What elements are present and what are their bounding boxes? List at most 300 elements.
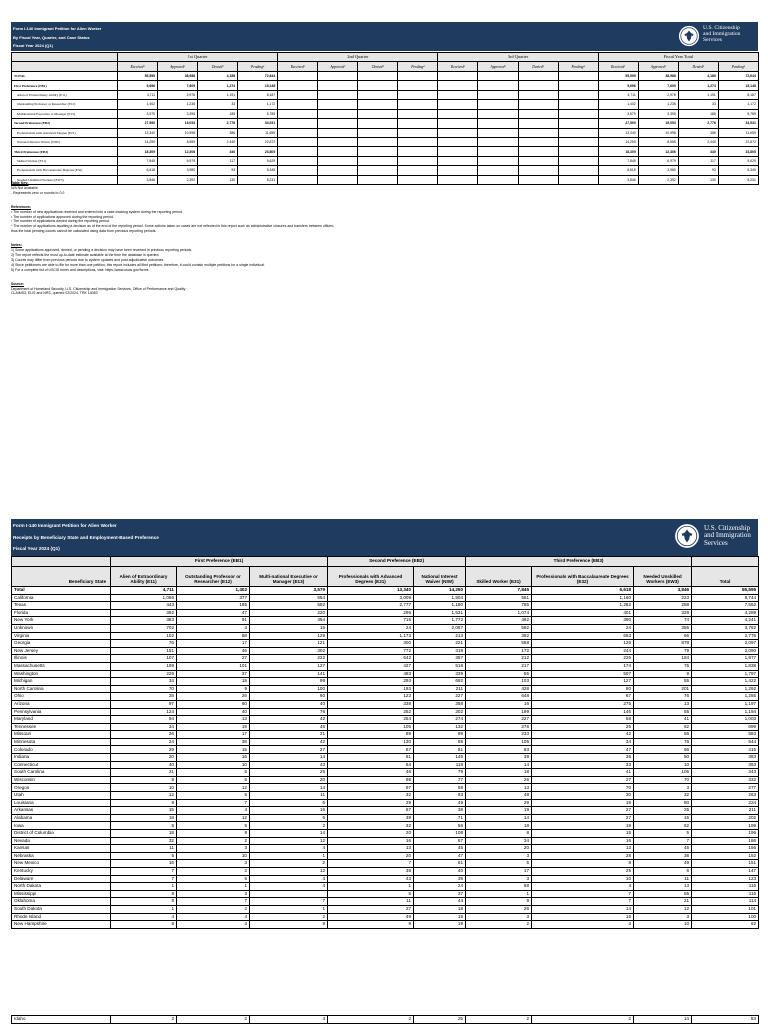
column-header: Professionals with Baccalaureate Degrees (E32)	[532, 567, 634, 587]
receipt-count: 220	[250, 609, 328, 617]
receipt-count: 49	[634, 860, 692, 868]
receipt-count: 34	[466, 837, 532, 845]
receipt-count: 37	[177, 670, 250, 678]
receipt-count: 41	[532, 769, 634, 777]
receipt-count: 29	[328, 799, 414, 807]
empty-cell	[358, 109, 398, 118]
receipt-count: 1	[111, 883, 177, 891]
receipt-count: 5	[177, 776, 250, 784]
receipt-count: 17	[177, 731, 250, 739]
fy-value: 2,440	[678, 137, 718, 146]
receipt-count: 544	[692, 738, 759, 746]
receipt-count: 47	[177, 609, 250, 617]
q1-value: 7,845	[118, 156, 158, 165]
receipt-count: 62	[692, 921, 759, 929]
receipt-count: 34	[111, 723, 177, 731]
receipt-count: 100	[692, 913, 759, 921]
receipt-count: 19	[532, 822, 634, 830]
status-row	[12, 81, 759, 90]
q1-value: 2,776	[198, 119, 238, 128]
receipt-count: 16	[466, 700, 532, 708]
state-name: Michigan	[12, 678, 111, 686]
state-name: Arkansas	[12, 807, 111, 815]
receipt-count: 60	[250, 693, 328, 701]
receipt-count: 648	[466, 693, 532, 701]
receipt-count: 12	[111, 792, 177, 800]
header-line: Fiscal Year 2024 (Q1)	[13, 546, 60, 551]
receipt-count: 26	[466, 905, 532, 913]
receipt-count: 151	[111, 647, 177, 655]
receipt-count: 42	[250, 716, 328, 724]
empty-cell	[278, 128, 318, 137]
receipt-count: 2	[177, 905, 250, 913]
q1-value: 6,979	[158, 156, 198, 165]
empty-cell	[478, 109, 518, 118]
receipt-count: 141	[250, 670, 328, 678]
receipt-count: 66	[634, 632, 692, 640]
agency-line: and Immigration	[703, 30, 741, 37]
receipt-count: 67	[532, 693, 634, 701]
receipt-count: 8	[111, 898, 177, 906]
receipt-count: 34	[532, 738, 634, 746]
receipt-count: 58	[414, 784, 466, 792]
fy-value: 55,595	[598, 71, 638, 80]
empty-cell	[398, 147, 438, 156]
receipt-count: 355	[634, 624, 692, 632]
note-line: 5) For a complete list of USCIS forms and descriptions, visit: https://www.uscis.gov/forms	[11, 267, 149, 272]
receipt-count: 699	[692, 723, 759, 731]
empty-cell	[558, 156, 598, 165]
receipt-count: 93	[414, 792, 466, 800]
dhs-seal-icon	[678, 25, 700, 47]
receipt-count: 13	[634, 883, 692, 891]
quarter-header-row	[12, 53, 759, 62]
receipt-count: 28	[111, 693, 177, 701]
receipt-count: 401	[532, 609, 634, 617]
receipt-count: 1	[250, 852, 328, 860]
state-name: New Hampshire	[12, 921, 111, 929]
receipt-count: 151	[692, 860, 759, 868]
status-header: Denied³	[518, 62, 558, 71]
fy-value: 7,609	[638, 81, 678, 90]
empty-cell	[358, 137, 398, 146]
receipt-count: 43	[328, 875, 414, 883]
q1-value: 38,988	[158, 71, 198, 80]
header-line: Receipts by Beneficiary State and Employment-Based Preference	[13, 534, 159, 540]
receipt-count: 1,160	[532, 594, 634, 602]
q1-value: 7,609	[158, 81, 198, 90]
state-name: New Jersey	[12, 647, 111, 655]
status-header: Approved²	[158, 62, 198, 71]
empty-cell	[358, 100, 398, 109]
state-name: California	[12, 594, 111, 602]
state-row	[12, 685, 759, 693]
receipt-count: 27	[532, 807, 634, 815]
receipt-count: 14,250	[414, 587, 466, 595]
fy-value: 2,978	[638, 90, 678, 99]
empty-cell	[358, 166, 398, 175]
q1-value: 8,187	[238, 90, 278, 99]
receipt-count: 40	[177, 708, 250, 716]
receipt-count: 123	[692, 875, 759, 883]
status-header: Approved²	[318, 62, 358, 71]
state-name: Kentucky	[12, 867, 111, 875]
receipt-count: 7,845	[466, 587, 532, 595]
uscis-logo	[674, 523, 752, 553]
state-name: Maryland	[12, 716, 111, 724]
q1-value: 23,805	[238, 147, 278, 156]
empty-cell	[558, 119, 598, 128]
receipt-count: 7	[177, 898, 250, 906]
quarterly-status-table	[11, 52, 759, 185]
receipt-count: 1,190	[414, 602, 466, 610]
empty-cell	[278, 71, 318, 80]
status-header: Denied³	[198, 62, 238, 71]
status-row	[12, 128, 759, 137]
status-header: Approved²	[478, 62, 518, 71]
state-row	[12, 655, 759, 663]
receipt-count: 9	[328, 921, 414, 929]
empty-cell	[518, 81, 558, 90]
receipt-count: 13	[634, 700, 692, 708]
fy-value: 8,187	[718, 90, 758, 99]
receipt-count: 201	[634, 685, 692, 693]
receipt-count: 25	[250, 769, 328, 777]
receipt-count: 45	[250, 723, 328, 731]
empty-cell	[358, 71, 398, 80]
status-row	[12, 147, 759, 156]
receipt-count: 10	[532, 875, 634, 883]
q1-value: 15,148	[238, 81, 278, 90]
receipt-count: 71	[414, 814, 466, 822]
receipt-count: 26	[532, 723, 634, 731]
receipt-count: 6	[634, 867, 692, 875]
state-row	[12, 754, 759, 762]
receipt-count: 49	[414, 799, 466, 807]
state-name: Delaware	[12, 875, 111, 883]
receipt-count: 4	[250, 1016, 328, 1024]
receipt-count: 80	[532, 685, 634, 693]
receipt-count: 354	[250, 617, 328, 625]
header-line: Form I-140 Immigrant Petition for Alien Worker	[13, 26, 102, 31]
state-name: South Dakota	[12, 905, 111, 913]
receipt-count: 119	[414, 761, 466, 769]
empty-cell	[478, 90, 518, 99]
receipt-count: 275	[532, 700, 634, 708]
receipt-count: 653	[532, 632, 634, 640]
receipt-count: 27	[328, 905, 414, 913]
receipt-count: 21	[111, 769, 177, 777]
q1-value: 8,555	[158, 137, 198, 146]
receipt-count: 2	[111, 1016, 177, 1024]
receipt-count: 277	[692, 784, 759, 792]
column-header: Multi-national Executive or Manager (E13)	[250, 567, 328, 587]
fy-value: 27,590	[598, 119, 638, 128]
receipt-count: 16	[532, 837, 634, 845]
empty-cell	[278, 156, 318, 165]
empty-cell	[518, 71, 558, 80]
empty-cell	[438, 109, 478, 118]
fy-value: 10,998	[638, 128, 678, 137]
fy-value: 6,618	[598, 166, 638, 175]
receipt-count: 18	[466, 822, 532, 830]
empty-cell	[398, 119, 438, 128]
receipt-count: 130	[328, 738, 414, 746]
state-row	[12, 731, 759, 739]
receipt-count: 24	[328, 624, 414, 632]
status-row	[12, 100, 759, 109]
receipt-count: 99	[250, 678, 328, 686]
receipt-count: 55	[634, 678, 692, 686]
receipt-count: 99	[414, 731, 466, 739]
state-row	[12, 632, 759, 640]
state-name: Pennsylvania	[12, 708, 111, 716]
empty-cell	[478, 100, 518, 109]
receipt-count: 1,074	[466, 609, 532, 617]
receipt-count: 76	[250, 708, 328, 716]
receipt-count: 20	[250, 776, 328, 784]
empty-cell	[558, 147, 598, 156]
receipt-count: 55	[466, 670, 532, 678]
fy-value: 11,659	[718, 128, 758, 137]
receipt-count: 3	[466, 875, 532, 883]
receipt-count: 102	[111, 632, 177, 640]
state-name: Florida	[12, 609, 111, 617]
receipt-count: 39	[328, 814, 414, 822]
receipt-count: 8	[111, 921, 177, 929]
empty-cell	[558, 100, 598, 109]
receipt-count: 6,618	[532, 587, 634, 595]
receipt-count: 642	[328, 655, 414, 663]
empty-cell	[358, 90, 398, 99]
receipt-count: 62	[634, 723, 692, 731]
receipt-count: 13	[532, 845, 634, 853]
receipt-count: 14	[466, 814, 532, 822]
state-row	[12, 738, 759, 746]
status-row	[12, 156, 759, 165]
receipt-count: 3	[177, 921, 250, 929]
q1-value: 2,392	[158, 175, 198, 184]
state-row	[12, 822, 759, 830]
state-name: Idaho	[12, 1016, 111, 1024]
receipt-count: 692	[414, 678, 466, 686]
receipt-count: 15	[250, 624, 328, 632]
fy-value: 1,236	[638, 100, 678, 109]
receipt-count: 12	[250, 837, 328, 845]
receipt-count: 1	[177, 883, 250, 891]
receipt-count: 116	[692, 883, 759, 891]
state-name: Ohio	[12, 693, 111, 701]
receipt-count: 19	[414, 921, 466, 929]
q1-value: 14,250	[118, 137, 158, 146]
receipt-count: 147	[692, 867, 759, 875]
state-name: Minnesota	[12, 738, 111, 746]
state-name: Illinois	[12, 655, 111, 663]
receipt-count: 16	[532, 799, 634, 807]
empty-cell	[398, 81, 438, 90]
fy-value: 386	[678, 128, 718, 137]
empty-cell	[518, 147, 558, 156]
receipt-count: 276	[466, 723, 532, 731]
fy-value: 4,189	[678, 71, 718, 80]
receipt-count: 4	[177, 913, 250, 921]
receipt-count: 42	[532, 731, 634, 739]
receipt-count: 428	[466, 685, 532, 693]
receipt-count: 4	[177, 807, 250, 815]
state-row	[12, 860, 759, 868]
q1-value: 13,340	[118, 128, 158, 137]
fy-value: 22,872	[718, 137, 758, 146]
state-row	[12, 776, 759, 784]
empty-cell	[478, 137, 518, 146]
q1-value: 340	[198, 147, 238, 156]
receipt-count: 483	[328, 670, 414, 678]
receipt-count: 1,282	[532, 602, 634, 610]
receipt-count: 53	[692, 1016, 759, 1024]
q1-value: 10,998	[158, 128, 198, 137]
notes-title: Notes:	[11, 243, 22, 248]
state-name: North Carolina	[12, 685, 111, 693]
receipt-count: 295	[328, 609, 414, 617]
receipt-count: 34	[111, 678, 177, 686]
q1-value: 1,191	[198, 90, 238, 99]
row-label: National Interest Waiver (NIW)	[12, 137, 118, 146]
state-row	[12, 624, 759, 632]
column-header: Outstanding Professor or Researcher (E12)	[177, 567, 250, 587]
receipt-count: 48	[466, 792, 532, 800]
receipt-count: 11	[328, 898, 414, 906]
empty-cell	[358, 156, 398, 165]
quarter-header: 2nd Quarter	[278, 53, 438, 62]
receipt-count: 91	[177, 617, 250, 625]
receipt-count: 172	[466, 647, 532, 655]
receipt-count: 2	[466, 1016, 532, 1024]
empty-cell	[358, 147, 398, 156]
receipt-count: 3,762	[692, 624, 759, 632]
receipt-count: 5	[466, 860, 532, 868]
receipt-count: 2	[250, 822, 328, 830]
fy-value: 6,979	[638, 156, 678, 165]
receipt-count: 17	[466, 867, 532, 875]
receipt-count: 81	[414, 746, 466, 754]
status-header: Denied³	[358, 62, 398, 71]
fy-value: 34,531	[718, 119, 758, 128]
empty-cell	[278, 147, 318, 156]
receipt-count: 43	[250, 761, 328, 769]
receipt-count: 213	[414, 632, 466, 640]
receipt-count: 16	[250, 807, 328, 815]
receipt-count: 3	[177, 860, 250, 868]
state-row	[12, 609, 759, 617]
receipt-count: 77	[414, 776, 466, 784]
receipt-count: 3	[634, 913, 692, 921]
receipt-count: 84	[328, 761, 414, 769]
receipt-count: 97	[111, 700, 177, 708]
receipt-count: 195	[177, 602, 250, 610]
row-label: First Preference (EB1)	[12, 81, 118, 90]
state-name: Virginia	[12, 632, 111, 640]
reference-line: ⁴ The number of applications awaiting a decision as of the end of the reporting period. Some actions taken on cases are not reflected in this report such as administrative closures and transfers between offices;	[11, 224, 334, 229]
fy-value: 3,579	[598, 109, 638, 118]
receipt-count: 558	[466, 640, 532, 648]
receipt-count: 8,744	[692, 594, 759, 602]
receipt-count: 592	[250, 602, 328, 610]
row-label: Second Preference (EB2)	[12, 119, 118, 128]
receipt-count: 5	[634, 830, 692, 838]
receipt-count: 61	[414, 860, 466, 868]
empty-cell	[438, 100, 478, 109]
empty-cell	[318, 119, 358, 128]
receipt-count: 293	[328, 678, 414, 686]
receipt-count: 40	[111, 761, 177, 769]
state-row	[12, 700, 759, 708]
empty-cell	[278, 100, 318, 109]
fy-value: 3,395	[638, 109, 678, 118]
receipt-count: 3	[466, 913, 532, 921]
empty-cell	[358, 128, 398, 137]
receipt-count: 27	[250, 746, 328, 754]
receipt-count: 76	[634, 738, 692, 746]
state-row	[12, 890, 759, 898]
state-name: Total	[12, 587, 111, 595]
receipt-count: 462	[466, 617, 532, 625]
receipt-count: 715	[328, 617, 414, 625]
empty-cell	[318, 71, 358, 80]
receipt-count: 68	[466, 883, 532, 891]
receipt-count: 7	[111, 867, 177, 875]
q1-value: 386	[198, 128, 238, 137]
state-row	[12, 845, 759, 853]
empty-cell	[478, 128, 518, 137]
fy-value: 18,309	[598, 147, 638, 156]
receipt-count: 3	[177, 890, 250, 898]
receipt-count: 19	[466, 807, 532, 815]
receipt-count: 252	[328, 708, 414, 716]
row-label: Alien of Extraordinary Ability (E11)	[12, 90, 118, 99]
receipt-count: 46	[177, 647, 250, 655]
receipt-count: 227	[414, 693, 466, 701]
status-row	[12, 119, 759, 128]
receipt-count: 26	[177, 693, 250, 701]
receipt-count: 18	[111, 830, 177, 838]
empty-cell	[558, 166, 598, 175]
status-header-row	[12, 62, 759, 71]
receipt-count: 55,595	[692, 587, 759, 595]
receipt-count: 47	[414, 852, 466, 860]
receipt-count: 554	[250, 594, 328, 602]
receipt-count: 217	[466, 662, 532, 670]
receipt-count: 878	[634, 640, 692, 648]
state-name: Washington	[12, 670, 111, 678]
receipt-count: 583	[692, 731, 759, 739]
receipt-count: 10	[111, 784, 177, 792]
status-header: Pending⁴	[718, 62, 758, 71]
receipt-count: 338	[328, 700, 414, 708]
state-row	[12, 761, 759, 769]
receipt-count: 45	[634, 845, 692, 853]
header-line: By Fiscal Year, Quarter, and Case Status	[13, 34, 90, 40]
receipt-count: 80	[634, 799, 692, 807]
receipt-count: 3,009	[328, 594, 414, 602]
agency-name	[704, 525, 751, 547]
fy-value: 15,148	[718, 81, 758, 90]
receipt-count: 16	[177, 754, 250, 762]
row-label: TOTAL	[12, 71, 118, 80]
state-row	[12, 617, 759, 625]
q1-value: 9,696	[118, 81, 158, 90]
row-label: Third Preference (EB3)	[12, 147, 118, 156]
fy-value: 19,053	[638, 119, 678, 128]
